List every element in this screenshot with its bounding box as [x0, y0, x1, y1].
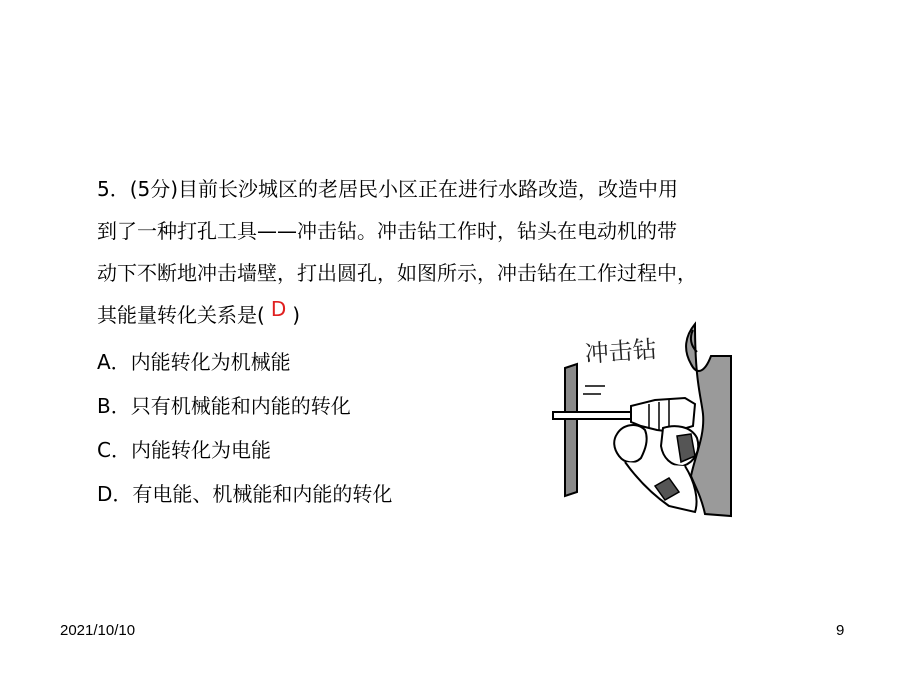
wall-left-icon — [565, 364, 577, 496]
hand-front-icon — [614, 425, 646, 462]
option-c: C．内能转化为电能 — [97, 438, 271, 462]
figure-label: 冲击钻 — [583, 335, 658, 369]
answer-text: D — [270, 297, 287, 321]
impact-drill-illustration — [545, 316, 755, 526]
footer-date: 2021/10/10 — [60, 622, 136, 639]
question-text — [97, 168, 842, 336]
question-line-2: 到了一种打孔工具——冲击钻。冲击钻工作时，钻头在电动机的带 — [97, 219, 677, 243]
question-line-4-suffix: ) — [292, 303, 301, 327]
motion-lines-icon — [583, 386, 605, 394]
page-number: 9 — [836, 622, 845, 639]
option-d: D．有电能、机械能和内能的转化 — [97, 482, 393, 506]
option-b: B．只有机械能和内能的转化 — [97, 394, 351, 418]
question-line-1: 5．(5分)目前长沙城区的老居民小区正在进行水路改造，改造中用 — [97, 177, 679, 201]
options-list — [97, 340, 392, 516]
question-line-4-prefix: 其能量转化关系是( — [97, 303, 265, 327]
option-a: A．内能转化为机械能 — [97, 350, 291, 374]
question-line-3: 动下不断地冲击墙壁，打出圆孔，如图所示，冲击钻在工作过程中， — [97, 261, 697, 285]
drill-bit-icon — [553, 412, 633, 419]
